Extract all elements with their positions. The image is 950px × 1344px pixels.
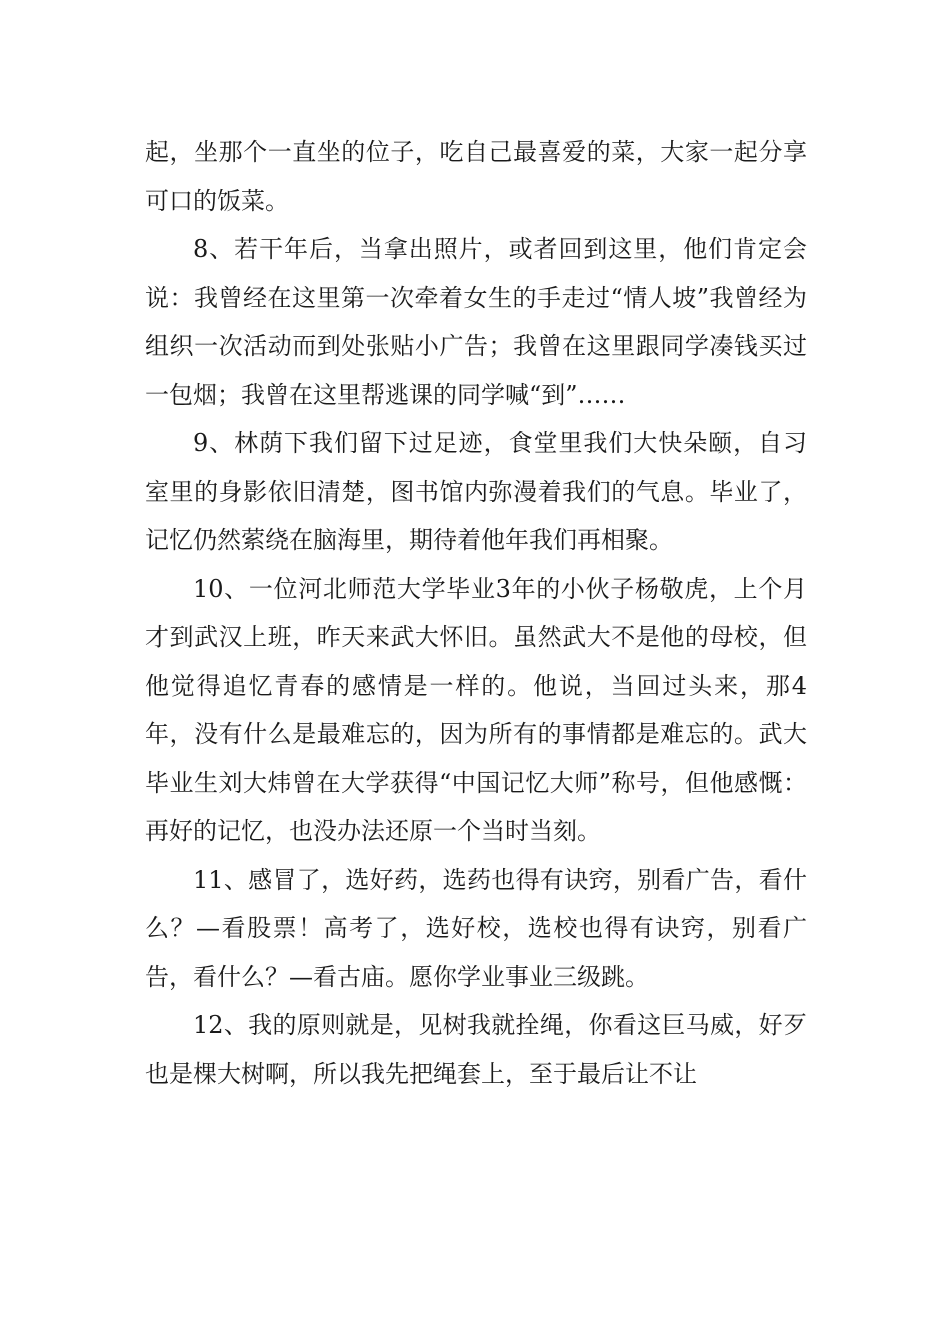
paragraph-10: 10、一位河北师范大学毕业3年的小伙子杨敬虎，上个月才到武汉上班，昨天来武大怀旧。虽然武大不是他的母校，但他觉得追忆青春的感情是一样的。他说，当回过头来，那4年，没有什么是最难忘的，因为所有的事情都是难忘的。武大毕业生刘大炜曾在大学获得“中国记忆大师”称号，但他感慨：再好的记忆，也没办法还原一个当时当刻。 (145, 574, 807, 845)
paragraph-continuation: 起，坐那个一直坐的位子，吃自己最喜爱的菜，大家一起分享可口的饭菜。 (145, 138, 807, 215)
document-page (145, 128, 807, 1098)
paragraph-12: 12、我的原则就是，见树我就拴绳，你看这巨马威，好歹也是棵大树啊，所以我先把绳套上，至于最后让不让 (145, 1011, 807, 1088)
paragraph-8: 8、若干年后，当拿出照片，或者回到这里，他们肯定会说：我曾经在这里第一次牵着女生的手走过“情人坡”我曾经为组织一次活动而到处张贴小广告；我曾在这里跟同学凑钱买过一包烟；我曾在这里帮逃课的同学喊“到”…… (145, 235, 807, 409)
paragraph-9: 9、林荫下我们留下过足迹，食堂里我们大快朵颐，自习室里的身影依旧清楚，图书馆内弥漫着我们的气息。毕业了，记忆仍然萦绕在脑海里，期待着他年我们再相聚。 (145, 429, 807, 554)
paragraph-11: 11、感冒了，选好药，选药也得有诀窍，别看广告，看什么？—看股票！高考了，选好校，选校也得有诀窍，别看广告，看什么？—看古庙。愿你学业事业三级跳。 (145, 865, 807, 991)
